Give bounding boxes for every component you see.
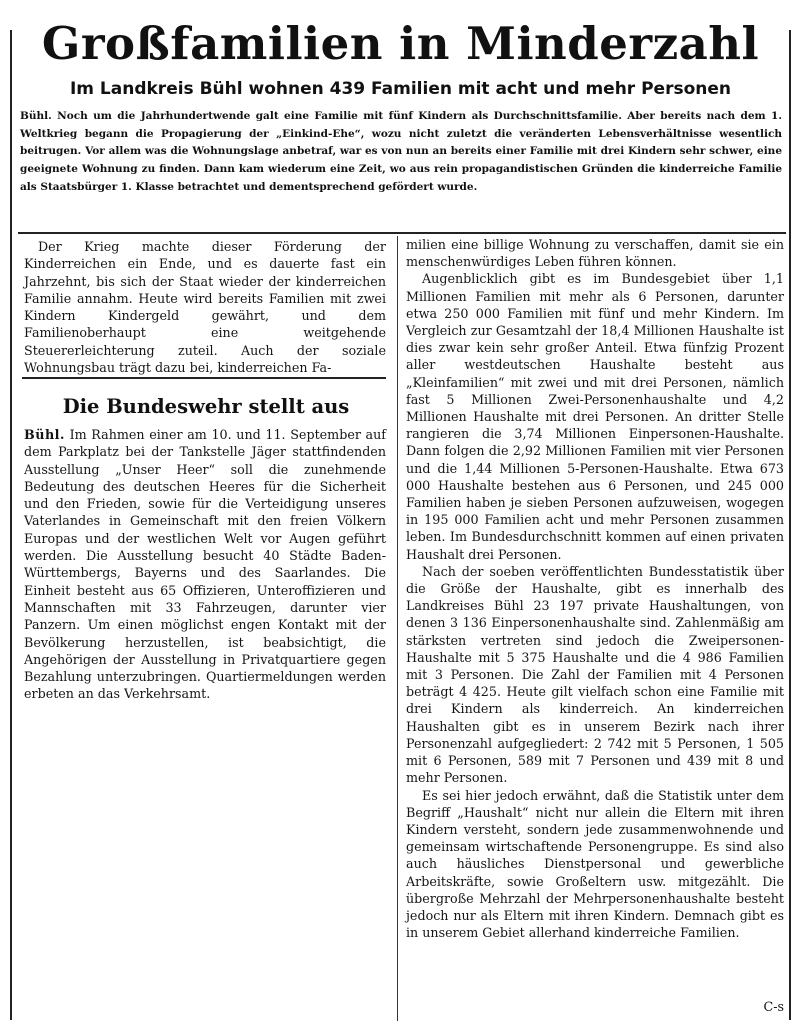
- section-divider-mid: [22, 377, 386, 379]
- section-divider-top: [18, 232, 786, 234]
- article-paragraph-2: Augenblicklich gibt es im Bundesgebiet über 1,1 Millionen Familien mit mehr als 6 Personen, darunter etwa 250 000 Familien mit fünf und mehr Kindern. Im Vergleich zur Gesamtzahl der 18,4 Millionen Haushalte ist dies zwar kein sehr großer Anteil. Etwa fünfzig Prozent aller westdeutschen Haushalte besteht aus „Kleinfamilien“ mit zwei und mit drei Personen, nämlich fast 5 Millionen Zwei-Personenhaushalte und 4,2 Millionen Haushalte mit drei Personen. An dritter Stelle rangieren die 3,74 Millionen Einpersonen-Haushalte. Dann folgen die 2,92 Millionen Familien mit vier Personen und die 1,44 Millionen 5-Personen-Haushalte. Etwa 673 000 Haushalte bestehen aus 6 Personen, und 245 000 Familien haben je sieben Personen aufzuweisen, wogegen in 195 000 Familien acht und mehr Personen zusammen leben. Im Bundesdurchschnitt kommen auf einen privaten Haushalt drei Personen.: [406, 271, 784, 562]
- author-signature: C-s: [763, 999, 784, 1014]
- sidebar-body-text: Im Rahmen einer am 10. und 11. September auf dem Parkplatz bei der Tankstelle Jäger stattfindenden Ausstellung „Unser Heer“ soll die zunehmende Bedeutung des deutschen Heeres für die Sicherheit und den Frieden, sowie für die Verteidigung unseres Vaterlandes in Gemeinschaft mit den freien Völkern Europas und der westlichen Welt vor Augen geführt werden. Die Ausstellung besucht 40 Städte Baden-Württembergs, Bayerns und des Saarlandes. Die Einheit besteht aus 65 Offizieren, Unteroffizieren und Mannschaften mit 33 Fahrzeugen, darunter vier Panzern. Um einen möglichst engen Kontakt mit der Bevölkerung herzustellen, ist beabsichtigt, die Angehörigen der Ausstellung in Privatquartiere gegen Bezahlung unterzubringen. Quartiermeldungen werden erbeten an das Verkehrsamt.: [24, 427, 386, 702]
- article-column-2: [406, 236, 784, 941]
- sidebar-dateline: Bühl.: [24, 427, 65, 442]
- article-subheadline: Im Landkreis Bühl wohnen 439 Familien mit acht und mehr Personen: [69, 79, 732, 99]
- sidebar-body: [24, 426, 386, 703]
- sidebar-headline: Die Bundeswehr stellt aus: [62, 395, 350, 418]
- column-divider: [397, 236, 398, 1021]
- article-lead: Bühl. Noch um die Jahrhundertwende galt eine Familie mit fünf Kindern als Durchschnittsfamilie. Aber bereits nach dem 1. Weltkrieg begann die Propagierung der „Einkind-Ehe“, wozu nicht zuletzt die veränderten Lebensverhältnisse wesentlich beitrugen. Vor allem was die Wohnungslage anbetraf, war es von nun an bereits einer Familie mit drei Kindern sehr schwer, eine geeignete Wohnung zu finden. Dann kam wiederum eine Zeit, wo aus rein propagandistischen Gründen die kinderreiche Familie als Staatsbürger 1. Klasse betrachtet und dementsprechend gefördert wurde.: [20, 110, 782, 193]
- frame-left-rule: [10, 30, 12, 1020]
- article-headline: Großfamilien in Minderzahl: [41, 17, 760, 70]
- frame-right-rule: [789, 30, 791, 1020]
- article-paragraph-4: Es sei hier jedoch erwähnt, daß die Statistik unter dem Begriff „Haushalt“ nicht nur allein die Eltern mit ihren Kindern versteht, sondern jede zusammenwohnende und gemeinsam wirtschaftende Personengruppe. Es sind also auch häusliches Dienstpersonal und gewerbliche Arbeitskräfte, sowie Großeltern usw. mitgezählt. Die übergroße Mehrzahl der Mehrpersonenhaushalte besteht jedoch nur als Eltern mit ihren Kindern. Demnach gibt es in unserem Gebiet allerhand kinderreiche Familien.: [406, 787, 784, 941]
- article-paragraph-1: Der Krieg machte dieser Förderung der Kinderreichen ein Ende, und es dauerte fast ein Jahrzehnt, bis sich der Staat wieder der kinderreichen Familie annahm. Heute wird bereits Familien mit zwei Kindern Kindergeld gewährt, und dem Familienoberhaupt eine weitgehende Steuererleichterung zuteil. Auch der soziale Wohnungsbau trägt dazu bei, kinderreichen Fa-: [24, 239, 386, 376]
- article-paragraph-3: Nach der soeben veröffentlichten Bundesstatistik über die Größe der Haushalte, gibt es innerhalb des Landkreises Bühl 23 197 private Haushaltungen, von denen 3 136 Einpersonenhaushalte sind. Zahlenmäßig am stärksten vertreten sind jedoch die Zweipersonen-Haushalte mit 5 375 Haushalte und die 4 986 Familien mit 3 Personen. Die Zahl der Familien mit 4 Personen beträgt 4 425. Heute gilt vielfach schon eine Familie mit drei Kindern als kinderreich. An kinderreichen Haushalten gibt es in unserem Bezirk nach ihrer Personenzahl aufgegliedert: 2 742 mit 5 Personen, 1 505 mit 6 Personen, 589 mit 7 Personen und 439 mit 8 und mehr Personen.: [406, 563, 784, 786]
- article-paragraph-1-continued: milien eine billige Wohnung zu verschaffen, damit sie ein menschenwürdiges Leben führen können.: [406, 237, 784, 270]
